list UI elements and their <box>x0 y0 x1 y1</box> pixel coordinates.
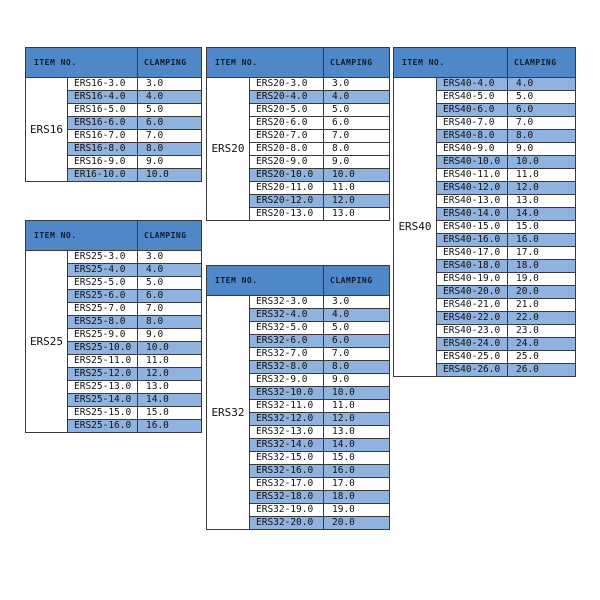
clamping-value: 6.0 <box>508 104 576 117</box>
clamping-value: 12.0 <box>324 195 390 208</box>
clamping-header: CLAMPING <box>138 48 202 78</box>
item-code: ERS16-3.0 <box>68 78 138 91</box>
item-code: ERS25-6.0 <box>68 290 138 303</box>
item-code: ERS25-16.0 <box>68 420 138 433</box>
clamping-value: 5.0 <box>324 322 390 335</box>
clamping-value: 10.0 <box>324 387 390 400</box>
group-label: ERS20 <box>207 78 250 221</box>
item-code: ERS40-24.0 <box>437 338 508 351</box>
item-code: ERS40-10.0 <box>437 156 508 169</box>
item-code: ERS40-26.0 <box>437 364 508 377</box>
item-code: ERS40-8.0 <box>437 130 508 143</box>
item-code: ERS16-8.0 <box>68 143 138 156</box>
clamping-value: 7.0 <box>138 303 202 316</box>
clamping-value: 16.0 <box>138 420 202 433</box>
table-header-row <box>207 48 390 78</box>
clamping-header: CLAMPING <box>324 266 390 296</box>
item-code: ERS40-9.0 <box>437 143 508 156</box>
clamping-value: 20.0 <box>508 286 576 299</box>
item-code: ERS40-23.0 <box>437 325 508 338</box>
item-no-header: ITEM NO. <box>26 221 138 251</box>
item-code: ERS25-11.0 <box>68 355 138 368</box>
table-row <box>207 78 390 91</box>
item-code: ERS16-4.0 <box>68 91 138 104</box>
clamping-value: 8.0 <box>324 361 390 374</box>
item-code: ERS20-3.0 <box>250 78 324 91</box>
clamping-value: 6.0 <box>138 290 202 303</box>
clamping-value: 18.0 <box>324 491 390 504</box>
item-no-header: ITEM NO. <box>207 266 324 296</box>
item-code: ERS32-5.0 <box>250 322 324 335</box>
clamping-header: CLAMPING <box>138 221 202 251</box>
clamping-value: 5.0 <box>138 104 202 117</box>
clamping-value: 14.0 <box>138 394 202 407</box>
clamping-value: 15.0 <box>324 452 390 465</box>
item-code: ERS32-14.0 <box>250 439 324 452</box>
item-code: ERS32-11.0 <box>250 400 324 413</box>
table-ers16 <box>25 47 202 182</box>
clamping-value: 11.0 <box>324 400 390 413</box>
clamping-value: 14.0 <box>324 439 390 452</box>
clamping-value: 4.0 <box>324 91 390 104</box>
item-code: ERS32-6.0 <box>250 335 324 348</box>
group-label: ERS32 <box>207 296 250 530</box>
clamping-value: 8.0 <box>508 130 576 143</box>
clamping-value: 19.0 <box>324 504 390 517</box>
item-code: ERS40-7.0 <box>437 117 508 130</box>
clamping-value: 3.0 <box>324 296 390 309</box>
item-code: ERS20-8.0 <box>250 143 324 156</box>
clamping-value: 10.0 <box>324 169 390 182</box>
item-no-header: ITEM NO. <box>26 48 138 78</box>
item-code: ERS32-4.0 <box>250 309 324 322</box>
item-code: ERS32-10.0 <box>250 387 324 400</box>
item-code: ERS16-9.0 <box>68 156 138 169</box>
item-code: ERS25-8.0 <box>68 316 138 329</box>
clamping-value: 11.0 <box>508 169 576 182</box>
clamping-value: 21.0 <box>508 299 576 312</box>
item-code: ERS32-13.0 <box>250 426 324 439</box>
clamping-value: 13.0 <box>138 381 202 394</box>
clamping-value: 17.0 <box>324 478 390 491</box>
group-label: ERS25 <box>26 251 68 433</box>
item-code: ERS25-4.0 <box>68 264 138 277</box>
clamping-value: 9.0 <box>324 374 390 387</box>
group-label: ERS16 <box>26 78 68 182</box>
item-code: ERS20-9.0 <box>250 156 324 169</box>
clamping-value: 24.0 <box>508 338 576 351</box>
clamping-value: 10.0 <box>138 169 202 182</box>
clamping-value: 15.0 <box>508 221 576 234</box>
clamping-value: 9.0 <box>138 156 202 169</box>
item-code: ERS20-13.0 <box>250 208 324 221</box>
item-code: ERS40-14.0 <box>437 208 508 221</box>
table-row <box>207 296 390 309</box>
item-code: ERS20-12.0 <box>250 195 324 208</box>
item-code: ERS16-6.0 <box>68 117 138 130</box>
clamping-value: 10.0 <box>508 156 576 169</box>
clamping-value: 4.0 <box>138 264 202 277</box>
clamping-value: 13.0 <box>324 426 390 439</box>
item-code: ERS40-4.0 <box>437 78 508 91</box>
table-ers25 <box>25 220 202 433</box>
table-row <box>26 78 202 91</box>
clamping-value: 9.0 <box>324 156 390 169</box>
item-code: ERS20-4.0 <box>250 91 324 104</box>
clamping-header: CLAMPING <box>324 48 390 78</box>
item-code: ERS25-5.0 <box>68 277 138 290</box>
clamping-value: 7.0 <box>508 117 576 130</box>
item-code: ERS25-15.0 <box>68 407 138 420</box>
clamping-value: 23.0 <box>508 325 576 338</box>
clamping-value: 8.0 <box>324 143 390 156</box>
clamping-value: 4.0 <box>508 78 576 91</box>
item-no-header: ITEM NO. <box>394 48 508 78</box>
item-code: ERS20-6.0 <box>250 117 324 130</box>
item-code: ER16-10.0 <box>68 169 138 182</box>
clamping-value: 10.0 <box>138 342 202 355</box>
item-code: ERS32-9.0 <box>250 374 324 387</box>
table-header-row <box>394 48 576 78</box>
item-code: ERS20-7.0 <box>250 130 324 143</box>
item-code: ERS40-25.0 <box>437 351 508 364</box>
clamping-value: 15.0 <box>138 407 202 420</box>
clamping-value: 9.0 <box>138 329 202 342</box>
clamping-value: 4.0 <box>324 309 390 322</box>
clamping-value: 11.0 <box>324 182 390 195</box>
clamping-value: 9.0 <box>508 143 576 156</box>
item-code: ERS40-15.0 <box>437 221 508 234</box>
item-code: ERS32-15.0 <box>250 452 324 465</box>
table-header-row <box>207 266 390 296</box>
item-code: ERS40-19.0 <box>437 273 508 286</box>
item-code: ERS40-13.0 <box>437 195 508 208</box>
clamping-value: 3.0 <box>138 78 202 91</box>
clamping-value: 6.0 <box>324 335 390 348</box>
item-code: ERS25-7.0 <box>68 303 138 316</box>
clamping-value: 5.0 <box>324 104 390 117</box>
item-code: ERS32-8.0 <box>250 361 324 374</box>
clamping-value: 13.0 <box>324 208 390 221</box>
item-code: ERS25-10.0 <box>68 342 138 355</box>
table-ers20 <box>206 47 390 221</box>
clamping-value: 7.0 <box>324 348 390 361</box>
clamping-value: 8.0 <box>138 316 202 329</box>
clamping-value: 3.0 <box>138 251 202 264</box>
item-code: ERS40-20.0 <box>437 286 508 299</box>
clamping-value: 16.0 <box>324 465 390 478</box>
clamping-value: 7.0 <box>138 130 202 143</box>
table-row <box>394 78 576 91</box>
clamping-value: 20.0 <box>324 517 390 530</box>
item-code: ERS25-13.0 <box>68 381 138 394</box>
clamping-header: CLAMPING <box>508 48 576 78</box>
item-code: ERS40-12.0 <box>437 182 508 195</box>
clamping-value: 8.0 <box>138 143 202 156</box>
clamping-value: 11.0 <box>138 355 202 368</box>
clamping-value: 6.0 <box>324 117 390 130</box>
clamping-value: 19.0 <box>508 273 576 286</box>
clamping-value: 12.0 <box>138 368 202 381</box>
clamping-value: 25.0 <box>508 351 576 364</box>
item-code: ERS32-18.0 <box>250 491 324 504</box>
item-code: ERS40-6.0 <box>437 104 508 117</box>
item-code: ERS40-21.0 <box>437 299 508 312</box>
table-ers32 <box>206 265 390 530</box>
item-code: ERS20-10.0 <box>250 169 324 182</box>
item-code: ERS40-22.0 <box>437 312 508 325</box>
clamping-value: 5.0 <box>138 277 202 290</box>
clamping-value: 12.0 <box>324 413 390 426</box>
item-code: ERS40-18.0 <box>437 260 508 273</box>
table-header-row <box>26 221 202 251</box>
item-code: ERS40-11.0 <box>437 169 508 182</box>
clamping-value: 7.0 <box>324 130 390 143</box>
clamping-value: 5.0 <box>508 91 576 104</box>
item-code: ERS25-9.0 <box>68 329 138 342</box>
clamping-value: 22.0 <box>508 312 576 325</box>
item-code: ERS32-19.0 <box>250 504 324 517</box>
clamping-value: 12.0 <box>508 182 576 195</box>
clamping-value: 16.0 <box>508 234 576 247</box>
item-code: ERS16-7.0 <box>68 130 138 143</box>
item-code: ERS20-11.0 <box>250 182 324 195</box>
item-code: ERS40-5.0 <box>437 91 508 104</box>
item-no-header: ITEM NO. <box>207 48 324 78</box>
item-code: ERS32-7.0 <box>250 348 324 361</box>
clamping-value: 26.0 <box>508 364 576 377</box>
table-row <box>26 251 202 264</box>
clamping-value: 13.0 <box>508 195 576 208</box>
clamping-value: 18.0 <box>508 260 576 273</box>
item-code: ERS32-3.0 <box>250 296 324 309</box>
clamping-value: 17.0 <box>508 247 576 260</box>
item-code: ERS16-5.0 <box>68 104 138 117</box>
item-code: ERS32-12.0 <box>250 413 324 426</box>
item-code: ERS32-16.0 <box>250 465 324 478</box>
table-header-row <box>26 48 202 78</box>
item-code: ERS40-17.0 <box>437 247 508 260</box>
item-code: ERS32-20.0 <box>250 517 324 530</box>
clamping-value: 6.0 <box>138 117 202 130</box>
item-code: ERS25-14.0 <box>68 394 138 407</box>
item-code: ERS20-5.0 <box>250 104 324 117</box>
item-code: ERS25-12.0 <box>68 368 138 381</box>
item-code: ERS40-16.0 <box>437 234 508 247</box>
group-label: ERS40 <box>394 78 437 377</box>
clamping-value: 14.0 <box>508 208 576 221</box>
clamping-value: 3.0 <box>324 78 390 91</box>
item-code: ERS32-17.0 <box>250 478 324 491</box>
clamping-value: 4.0 <box>138 91 202 104</box>
item-code: ERS25-3.0 <box>68 251 138 264</box>
table-ers40 <box>393 47 576 377</box>
